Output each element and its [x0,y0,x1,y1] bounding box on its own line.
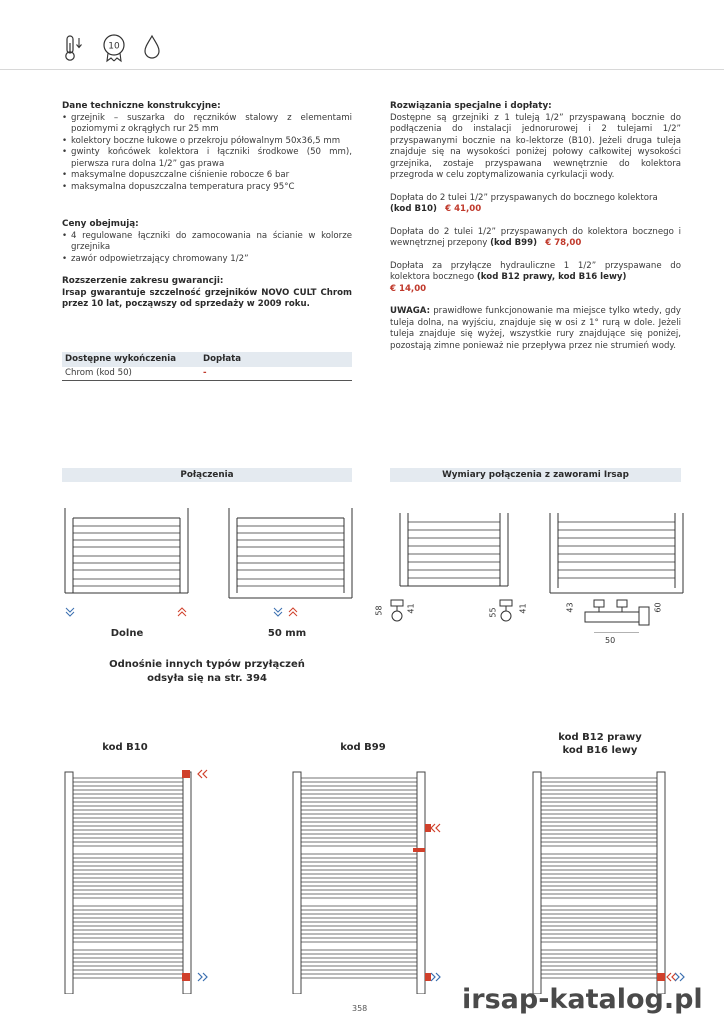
watermark: irsap-katalog.pl [462,984,703,1015]
special-intro: Dostępne są grzejniki z 1 tuleją 1/2” przyspawaną bocznie do podłączenia do instalacji jednorurowej i 2 tulejami 1/2” przyspawanymi bocznie na ko-lektorze (B10). Jeżeli druga tuleja znajduje się na wysokości poniżej połowy całkowitej wysokości grzejnika, zostaje przyspawana wewnętrznie do kolektora przegroda w celu zoptymalizowania cyrkulacji wody. [390,112,681,180]
finish-col-header: Dostępne wykończenia [65,354,177,364]
prices-title: Ceny obejmują: [62,219,139,229]
code-b99-label: kod B99 [340,742,386,753]
svg-text:10: 10 [108,41,120,52]
page-number: 358 [352,1004,368,1013]
header-divider [0,69,724,70]
inlet-socket [425,824,431,832]
price-col-header: Dopłata [203,354,242,364]
flow-arrow-out-icon [431,973,440,981]
tech-title: Dane techniczne konstrukcyjne: [62,101,221,111]
list-item: • maksymalna dopuszczalna temperatura pracy 95°C [71,182,352,194]
code-b12: (kod B12 prawy, kod B16 lewy) [476,272,627,282]
dim-label: 43 [565,602,575,613]
dim-label: 41 [406,603,416,614]
flow-arrow-in-icon [198,770,207,778]
valve-dims-bar: Wymiary połączenia z zaworami Irsap [390,468,681,482]
label-50mm: 50 mm [267,628,307,639]
note: UWAGA: prawidłowe funkcjonowanie ma miejsce tylko wtedy, gdy tuleja dolna, na wyjściu, znajduje się w osi z 1° rurą w dole. Jeżeli tuleja znajduje się wyżej, wszystkie rury znajdujące się poniżej, pozostają zimne ponieważ nie przepływa przez nie strumień wody. [390,306,682,351]
reference-line-1: Odnośnie innych typów przyłączeń [109,659,305,670]
radiator-50mm [229,508,352,598]
large-radiators [55,764,695,994]
connections-bar: Połączenia [62,468,352,482]
dim-label: 41 [518,603,528,614]
dim-label: 60 [653,602,663,613]
warranty-title: Rozszerzenie zakresu gwarancji: [62,276,224,286]
code-b10: (kod B10) [390,204,437,214]
note-label: UWAGA: [390,306,431,316]
price-b99: € 78,00 [545,238,582,248]
code-b12-label: kod B12 prawy [558,732,642,743]
outlet-socket [182,973,190,981]
flow-arrow-out-icon [198,973,207,981]
list-item: • gwinty końcówek kolektora i łączniki środkowe (50 mm), pierwsza rura dolna 1/2” gas prawa [71,147,352,170]
right-column [390,101,681,352]
flow-arrow-in-icon [667,973,676,981]
prices-list [62,231,352,266]
radiator-dolne [65,508,188,593]
list-item: • zawór odpowietrzający chromowany 1/2” [71,254,352,266]
outlet-socket [425,973,431,981]
list-item: • 4 regulowane łączniki do zamocowania na ścianie w kolorze grzejnika [71,231,352,254]
code-b16-label: kod B16 lewy [562,745,638,756]
dim-label: 55 [488,607,498,618]
thermometer-down-icon [62,34,84,62]
list-item: • grzejnik – suszarka do ręczników stalowy z elementami poziomymi z okrągłych rur 25 mm [71,113,352,136]
flow-arrow-out-icon [675,973,684,981]
table-row [62,368,352,381]
flow-arrow-in-icon [274,608,282,616]
price-b12: € 14,00 [390,283,427,294]
side-socket [657,973,665,981]
label-dolne: Dolne [110,628,144,639]
inlet-socket [182,770,190,778]
radiator-b10 [65,772,191,994]
radiator-b12-b16 [533,772,665,994]
dim-label: 50 [605,636,616,645]
special-title: Rozwiązania specjalne i dopłaty: [390,101,552,111]
dim-label: 58 [374,605,384,616]
valve-diagram-2 [550,513,683,633]
list-item: • kolektory boczne łukowe o przekroju półowalnym 50x36,5 mm [71,136,352,148]
water-drop-icon [142,34,162,61]
surcharge-b99: Dopłata do 2 tulei 1/2” przyspawanych do kolektora bocznego i wewnętrznej przepony (kod B99) € 78,00 [390,226,681,248]
surcharge-b12: Dopłata za przyłącze hydrauliczne 1 1/2” przyspawane do kolektora bocznego (kod B12 prawy, kod B16 lewy) € 14,00 [390,260,681,294]
tech-list [62,113,352,194]
flow-arrow-out-icon [178,608,186,616]
list-item: • maksymalne dopuszczalne ciśnienie robocze 6 bar [71,170,352,182]
flow-arrow-out-icon [289,608,297,616]
left-column [62,101,352,311]
code-b99: (kod B99) [490,238,538,248]
finish-table-header [62,352,352,367]
reference-line-2: odsyła się na str. 394 [147,673,267,684]
flow-arrow-in-icon [66,608,74,616]
inner-partition [413,848,425,852]
warranty-10-icon [101,33,127,63]
surcharge-b10: Dopłata do 2 tulei 1/2” przyspawanych do bocznego kolektora (kod B10) € 41,00 [390,192,658,214]
radiator-b99 [293,772,425,994]
warranty-text: Irsap gwarantuje szczelność grzejników NOVO CULT Chrom przez 10 lat, począwszy od sprzedaży w 2009 roku. [62,287,352,309]
flow-arrow-in-icon [431,824,440,832]
finish-cell: Chrom (kod 50) [65,368,132,378]
price-cell: - [203,368,207,378]
price-b10: € 41,00 [445,204,482,214]
code-b10-label: kod B10 [102,742,148,753]
